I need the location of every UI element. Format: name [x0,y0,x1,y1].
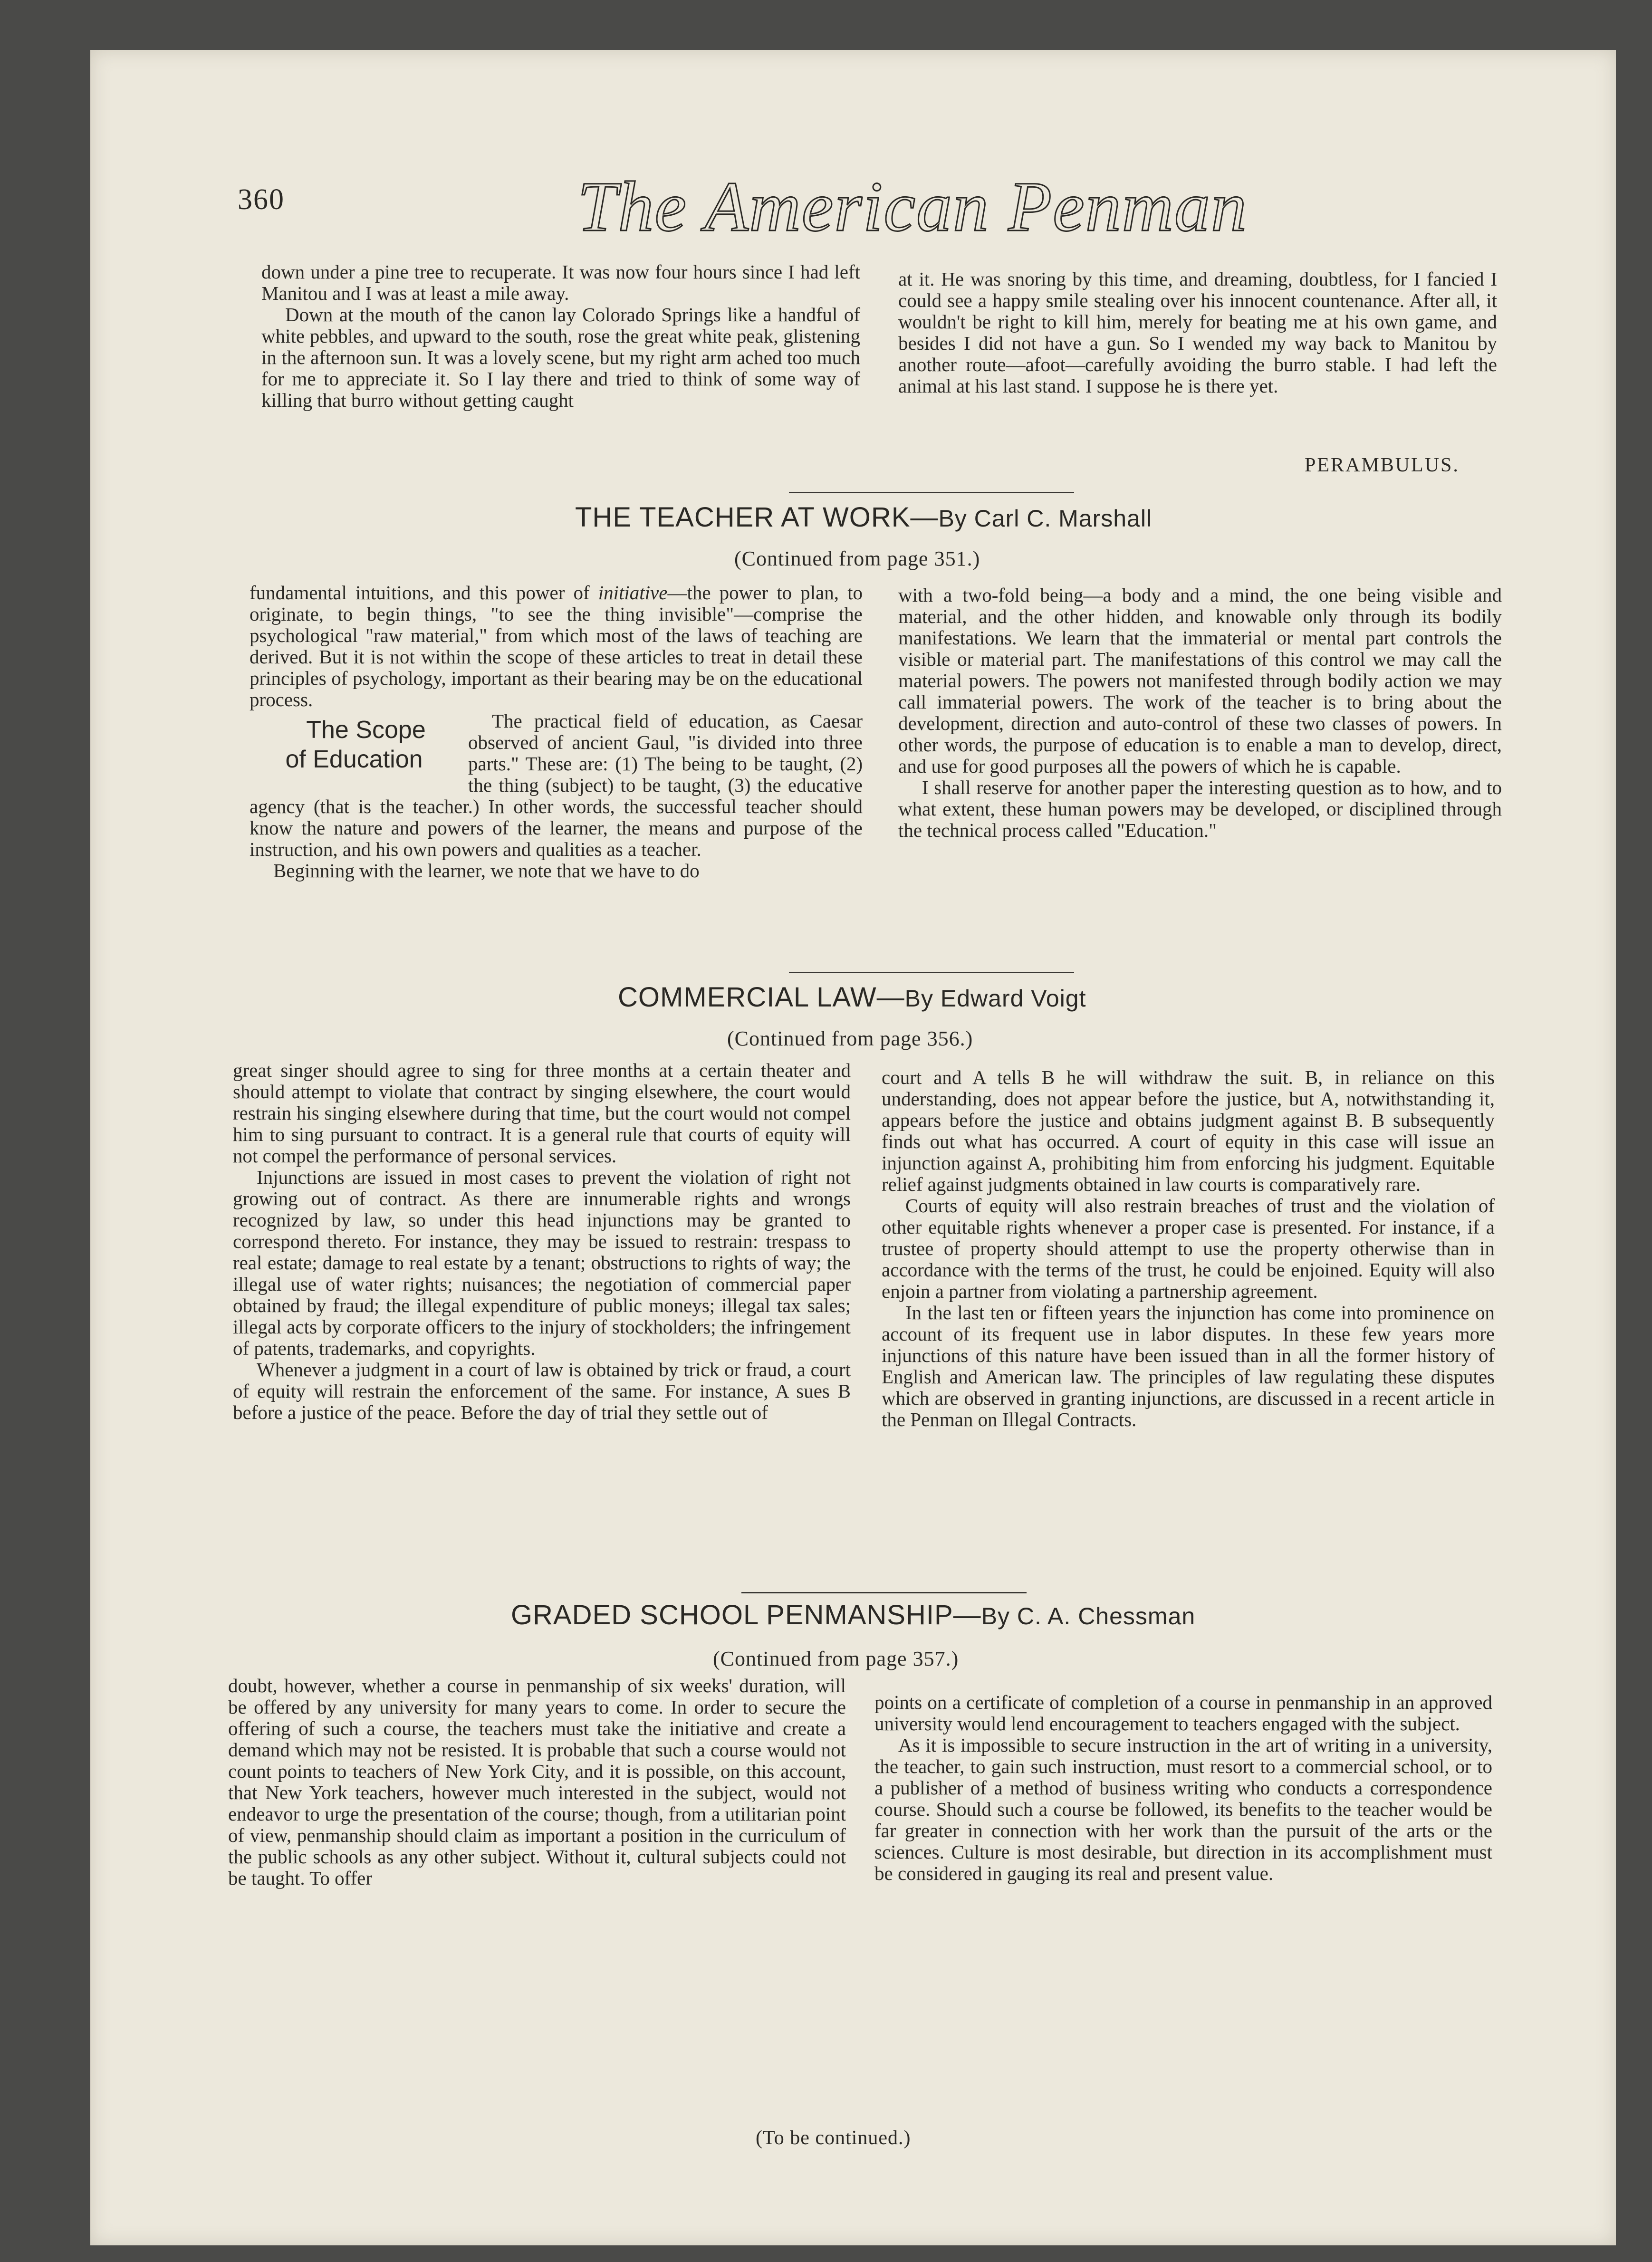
teacher-column-right [898,585,1502,841]
sidehead-line: The Scope [306,716,426,744]
penmanship-headline [511,1599,1195,1631]
teacher-headline-title: THE TEACHER AT WORK— [575,502,939,533]
law-paragraph: Injunctions are issued in most cases to prevent the violation of right not growing out of contract. As there are innumerable rights and wrongs recognized by law, so under this head injunctions may be granted to correspond thereto. For instance, they may be issued to restrain: trespass to real estate; damage to real estate by a tenant; obstructions to rights of way; the illegal use of water rights; nuisances; the negotiation of commercial paper obtained by fraud; the illegal expenditure of public moneys; illegal tax sales; illegal acts by corporate officers to the injury of stockholders; the infringement of patents, trademarks, and copyrights. [233,1166,851,1359]
teacher-paragraph: with a two-fold being—a body and a mind, the one being visible and material, and the other hidden, and knowable only through its bodily manifestations. We learn that the immaterial or mental part controls the visible or material part. The manifestations of this control we may call the material powers. The powers not manifested through bodily action we may call immaterial powers. The work of the teacher is to bring about the development, direction and auto-control of these two classes of powers. In other words, the purpose of education is to enable a man to develop, direct, and use for good purposes all the powers of which he is capable. [898,584,1502,777]
teacher-byline: By Carl C. Marshall [938,505,1153,532]
section-divider [741,1592,1027,1593]
law-paragraph: Whenever a judgment in a court of law is obtained by trick or fraud, a court of equity will restrain the enforcement of the same. For instance, A sues B before a justice of the peace. Before the day of trial they settle out of [233,1359,851,1423]
story-column-right [898,268,1497,397]
story-column-left [261,261,860,411]
section-divider [789,972,1074,973]
masthead-title [542,166,1283,261]
section-divider [789,492,1074,493]
law-headline [618,981,1086,1013]
story-paragraph: Down at the mouth of the canon lay Colorado Springs like a handful of white pebbles, and upward to the south, rose the great white peak, glistening in the afternoon sun. It was a lovely scene, but my right arm ached too much for me to appreciate it. So I lay there and tried to think of some way of killing that burro without getting caught [261,304,860,411]
teacher-paragraph-text: fundamental intuitions, and this power of [250,582,598,604]
teacher-paragraph: I shall reserve for another paper the interesting question as to how, and to what extent, these human powers may be developed, or disciplined through the technical process called "Education." [898,776,1502,841]
masthead [542,166,1283,261]
law-paragraph: court and A tells B he will withdraw the suit. B, in reliance on this understanding, does not appear before the justice, but A, notwithstanding it, appears before the justice and obtains judgment against B. B subsequently finds out what has occurred. A court of equity in this case will issue an injunction against A, prohibiting him from enforcing his judgment. Equitable relief against judgments obtained in law courts is comparatively rare. [882,1066,1495,1195]
law-paragraph: Courts of equity will also restrain breaches of trust and the violation of other equitable rights whenever a proper case is presented. For instance, if a trustee of property should attempt to use the property otherwise than in accordance with the terms of the trust, he could be enjoined. Equity will also enjoin a partner from violating a partnership agreement. [882,1195,1495,1302]
teacher-emphasis: initiative [598,582,668,604]
law-headline-title: COMMERCIAL LAW— [618,982,905,1013]
penmanship-column-left [228,1675,846,1889]
law-paragraph: great singer should agree to sing for three months at a certain theater and should attempt to violate that contract by singing elsewhere, the court would restrain his singing elsewhere during that time, but the court would not compel him to sing pursuant to contract. It is a general rule that courts of equity will not compel the performance of personal services. [233,1059,851,1167]
law-column-right [882,1067,1495,1430]
penmanship-paragraph: doubt, however, whether a course in penmanship of six weeks' duration, will be offered by any university for many years to come. In order to secure the offering of such a course, the teachers must take the initiative and create a demand which may not be resisted. It is probable that such a course would not count points to teachers of New York City, and it is possible, on this account, that New York teachers, however much interested in the subject, would not endeavor to urge the presentation of the course; though, from a utilitarian point of view, penmanship should claim as important a position in the curriculum of the public schools as any other subject. Without it, cultural subjects could not be taught. To offer [228,1675,846,1889]
teacher-paragraph [250,710,863,860]
law-column-left [233,1060,851,1423]
teacher-paragraph: Beginning with the learner, we note that we have to do [273,860,700,882]
penmanship-continued-note: (Continued from page 357.) [713,1647,959,1670]
teacher-paragraph-text: —the power to plan, to originate, to begin things, "to see the thing invisible"—comprise the psychological "raw material," from which most of the laws of teaching are derived. But it is not within the scope of these articles to treat in detail these principles of psychology, important as their bearing may be on the educational process. [250,582,863,710]
to-be-continued-note: (To be continued.) [756,2127,911,2149]
page-number: 360 [238,183,285,216]
story-paragraph: down under a pine tree to recuperate. It was now four hours since I had left Manitou and I was at least a mile away. [261,261,860,304]
penmanship-paragraph: As it is impossible to secure instruction in the art of writing in a university, the teacher, to gain such instruction, must resort to a commercial school, or to a publisher of a method of business writing who conducts a correspondence course. Should such a course be followed, its benefits to the teacher would be far greater in connection with her work than the pursuit of the arts or the sciences. Culture is most desirable, but direction in its accomplishment must be considered in gauging its real and present value. [874,1734,1492,1884]
penmanship-column-right [874,1692,1492,1884]
law-continued-note: (Continued from page 356.) [727,1027,973,1050]
teacher-headline [575,501,1152,533]
sidehead-line: of Education [285,746,423,773]
teacher-paragraph [250,582,863,710]
teacher-column-left [250,582,863,882]
teacher-paragraph-text: The practical field of education, as Caesar observed of ancient Gaul, "is divided into three parts." These are: (1) The being to be taught, (2) the thing (subject) to be taught, (3) the educative agency (that is the teacher.) In other words, the successful teacher should know the nature and powers of the learner, the means and purpose of the instruction, and his own powers and qualities as a teacher. [250,710,863,860]
penmanship-byline: By C. A. Chessman [981,1603,1196,1629]
penmanship-paragraph: points on a certificate of completion of a course in penmanship in an approved university would lend encouragement to teachers engaged with the subject. [874,1691,1492,1735]
penmanship-headline-title: GRADED SCHOOL PENMANSHIP— [511,1600,981,1630]
story-signature: PERAMBULUS. [1305,454,1460,476]
law-byline: By Edward Voigt [904,985,1086,1012]
law-paragraph: In the last ten or fifteen years the injunction has come into prominence on account of its frequent use in labor disputes. In these few years more injunctions of this nature have been issued than in all the former history of English and American law. The principles of law regulating these disputes which are observed in granting injunctions, are discussed in a recent article in the Penman on Illegal Contracts. [882,1302,1495,1430]
teacher-continued-note: (Continued from page 351.) [734,547,980,570]
scope-of-education-sidehead [250,710,459,786]
masthead-title-text: The American Penman [577,167,1248,246]
story-paragraph: at it. He was snoring by this time, and dreaming, doubtless, for I fancied I could see a happy smile stealing over his innocent countenance. After all, it wouldn't be right to kill him, merely for beating me at his own game, and besides I did not have a gun. So I wended my way back to Manitou by another route—afoot—carefully avoiding the burro stable. I had left the animal at his last stand. I suppose he is there yet. [898,268,1497,397]
